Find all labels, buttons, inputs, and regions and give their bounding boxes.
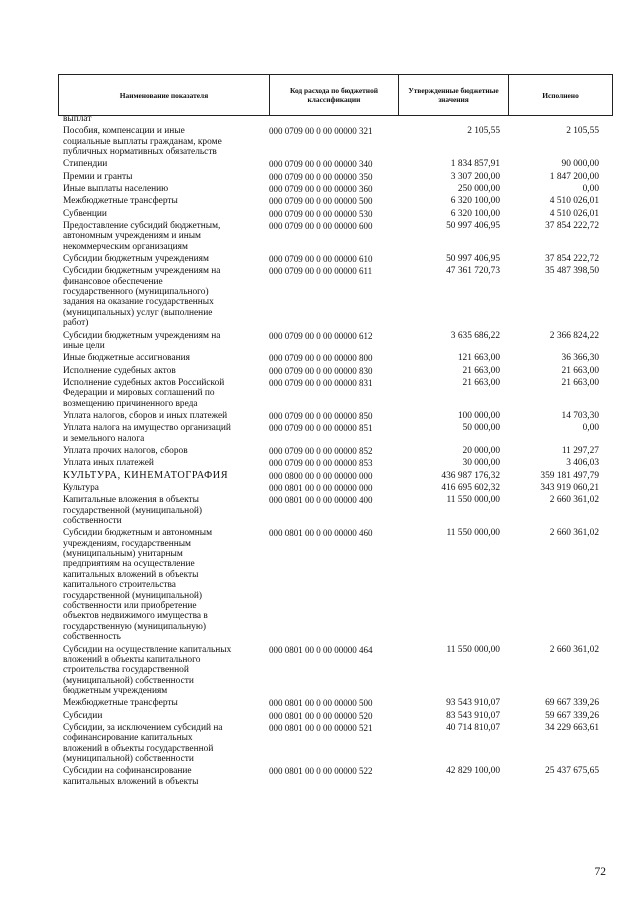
row-execution: 21 663,00 bbox=[561, 377, 599, 388]
row-execution: 35 487 398,50 bbox=[545, 266, 599, 277]
row-name: Уплата иных платежей bbox=[63, 458, 154, 469]
row-name: Исполнение судебных актов bbox=[63, 365, 176, 376]
row-execution: 2 105,55 bbox=[566, 126, 599, 137]
row-execution: 36 366,30 bbox=[561, 353, 599, 364]
row-code: 000 0709 00 0 00 00000 850 bbox=[269, 410, 373, 421]
row-name: Капитальные вложения в объекты государственной (муниципальной) собственности bbox=[63, 495, 203, 526]
row-approved: 436 987 176,32 bbox=[441, 470, 500, 481]
table-row bbox=[58, 711, 612, 723]
row-approved: 6 320 100,00 bbox=[450, 208, 500, 219]
row-execution: 343 919 060,21 bbox=[540, 482, 599, 493]
table-row bbox=[58, 331, 612, 354]
row-approved: 20 000,00 bbox=[462, 445, 500, 456]
row-code: 000 0709 00 0 00 00000 500 bbox=[269, 196, 373, 207]
row-code: 000 0801 00 0 00 00000 520 bbox=[269, 710, 373, 721]
table-row bbox=[58, 423, 612, 446]
row-execution: 1 847 200,00 bbox=[549, 171, 599, 182]
row-code: 000 0709 00 0 00 00000 800 bbox=[269, 353, 373, 364]
row-execution: 14 703,30 bbox=[561, 410, 599, 421]
row-execution: 4 510 026,01 bbox=[549, 208, 599, 219]
row-code: 000 0709 00 0 00 00000 830 bbox=[269, 365, 373, 376]
header-execution: Исполнено bbox=[509, 75, 613, 116]
row-code: 000 0801 00 0 00 00000 400 bbox=[269, 495, 373, 506]
row-approved: 50 997 406,95 bbox=[446, 220, 500, 231]
row-execution: 34 229 663,61 bbox=[545, 722, 599, 733]
table-row bbox=[58, 698, 612, 710]
row-name: выплат bbox=[63, 114, 92, 124]
row-approved: 11 550 000,00 bbox=[446, 528, 500, 539]
row-name: Премии и гранты bbox=[63, 171, 133, 182]
row-code: 000 0801 00 0 00 00000 521 bbox=[269, 722, 373, 733]
row-execution: 0,00 bbox=[582, 423, 599, 434]
row-approved: 416 695 602,32 bbox=[441, 482, 500, 493]
row-execution: 90 000,00 bbox=[561, 159, 599, 170]
table-row bbox=[58, 353, 612, 365]
table-row bbox=[58, 528, 612, 644]
row-execution: 0,00 bbox=[582, 183, 599, 194]
table-row bbox=[58, 458, 612, 470]
table-row bbox=[58, 159, 612, 171]
row-approved: 2 105,55 bbox=[467, 126, 500, 137]
row-execution: 4 510 026,01 bbox=[549, 196, 599, 207]
row-name: Субвенции bbox=[63, 208, 107, 219]
table-row bbox=[58, 446, 612, 458]
row-code: 000 0801 00 0 00 00000 522 bbox=[269, 766, 373, 777]
row-approved: 93 543 910,07 bbox=[446, 698, 500, 709]
table-row bbox=[58, 723, 612, 767]
row-code: 000 0709 00 0 00 00000 851 bbox=[269, 423, 373, 434]
row-approved: 50 997 406,95 bbox=[446, 253, 500, 264]
row-approved: 50 000,00 bbox=[462, 423, 500, 434]
row-execution: 69 667 339,26 bbox=[545, 698, 599, 709]
row-approved: 250 000,00 bbox=[457, 183, 500, 194]
row-code: 000 0709 00 0 00 00000 350 bbox=[269, 171, 373, 182]
row-code: 000 0709 00 0 00 00000 340 bbox=[269, 159, 373, 170]
row-code: 000 0709 00 0 00 00000 611 bbox=[269, 266, 373, 277]
row-approved: 21 663,00 bbox=[462, 365, 500, 376]
row-code: 000 0709 00 0 00 00000 360 bbox=[269, 183, 373, 194]
row-name: Иные бюджетные ассигнования bbox=[63, 353, 190, 364]
row-code: 000 0709 00 0 00 00000 600 bbox=[269, 220, 373, 231]
row-name: Субсидии bbox=[63, 710, 103, 721]
table-row bbox=[58, 254, 612, 266]
row-approved: 100 000,00 bbox=[457, 410, 500, 421]
row-name: Уплата налога на имущество организаций и земельного налога bbox=[63, 423, 231, 444]
table-row bbox=[58, 471, 612, 483]
row-code: 000 0709 00 0 00 00000 530 bbox=[269, 208, 373, 219]
row-name: Предоставление субсидий бюджетным, автономным учреждениям и иным некоммерческим организациям bbox=[63, 220, 221, 252]
row-name: КУЛЬТУРА, КИНЕМАТОГРАФИЯ bbox=[63, 469, 229, 481]
row-execution: 11 297,27 bbox=[561, 445, 599, 456]
row-approved: 83 543 910,07 bbox=[446, 710, 500, 721]
row-name: Уплата налогов, сборов и иных платежей bbox=[63, 410, 228, 421]
row-execution: 21 663,00 bbox=[561, 365, 599, 376]
table-header bbox=[58, 74, 613, 116]
header-name: Наименование показателя bbox=[59, 75, 270, 116]
row-execution: 59 667 339,26 bbox=[545, 710, 599, 721]
row-execution: 2 660 361,02 bbox=[549, 528, 599, 539]
row-name: Субсидии, за исключением субсидий на софинансирование капитальных вложений в объекты государственной (муниципальной) собственности bbox=[63, 722, 223, 765]
table-row bbox=[58, 483, 612, 495]
row-approved: 11 550 000,00 bbox=[446, 495, 500, 506]
row-name: Субсидии бюджетным и автономным учреждениям, государственным (муниципальным) унитарным предприятиям на осуществление капитальных вложений в объекты капитального строительства государственной (муниципальной) собственности или приобретение объектов недвижимого имущества в государственную (муниципальную) собственность bbox=[63, 528, 213, 643]
row-name: Субсидии на софинансирование капитальных вложений в объекты bbox=[63, 766, 199, 787]
header-code: Код расхода по бюджетной классификации bbox=[270, 75, 399, 116]
row-approved: 11 550 000,00 bbox=[446, 644, 500, 655]
table-row bbox=[58, 495, 612, 528]
table-row bbox=[58, 411, 612, 423]
row-execution: 37 854 222,72 bbox=[545, 220, 599, 231]
table-row bbox=[58, 196, 612, 208]
header-approved: Утвержденные бюджетные значения bbox=[399, 75, 509, 116]
row-execution: 2 366 824,22 bbox=[549, 330, 599, 341]
row-approved: 47 361 720,73 bbox=[446, 266, 500, 277]
row-code: 000 0801 00 0 00 00000 000 bbox=[269, 482, 373, 493]
row-code: 000 0709 00 0 00 00000 831 bbox=[269, 377, 373, 388]
row-name: Субсидии бюджетным учреждениям на финансовое обеспечение государственного (муниципального) задания на оказание государственных (муниципальных) услуг (выполнение работ) bbox=[63, 266, 221, 329]
table-row bbox=[58, 184, 612, 196]
row-code: 000 0709 00 0 00 00000 321 bbox=[269, 126, 373, 137]
row-name: Стипендии bbox=[63, 159, 108, 170]
row-approved: 42 829 100,00 bbox=[446, 766, 500, 777]
row-name: Субсидии на осуществление капитальных вложений в объекты капитального строительства государственной (муниципальной) собственности бюджетным учреждениям bbox=[63, 644, 232, 697]
row-execution: 359 181 497,79 bbox=[540, 470, 599, 481]
row-code: 000 0709 00 0 00 00000 853 bbox=[269, 458, 373, 469]
row-approved: 6 320 100,00 bbox=[450, 196, 500, 207]
table-row bbox=[58, 266, 612, 330]
row-name: Культура bbox=[63, 482, 99, 493]
row-name: Межбюджетные трансферты bbox=[63, 698, 178, 709]
table-row bbox=[58, 378, 612, 411]
table-row bbox=[58, 366, 612, 378]
row-approved: 121 663,00 bbox=[457, 353, 500, 364]
row-execution: 2 660 361,02 bbox=[549, 495, 599, 506]
row-approved: 40 714 810,07 bbox=[446, 722, 500, 733]
row-execution: 3 406,03 bbox=[566, 458, 599, 469]
table-row bbox=[58, 645, 612, 699]
row-execution: 37 854 222,72 bbox=[545, 253, 599, 264]
row-code: 000 0801 00 0 00 00000 500 bbox=[269, 698, 373, 709]
table-row bbox=[58, 114, 612, 126]
row-name: Пособия, компенсации и иные социальные выплаты гражданам, кроме публичных нормативных обязательств bbox=[63, 126, 222, 158]
row-name: Уплата прочих налогов, сборов bbox=[63, 445, 188, 456]
row-code: 000 0800 00 0 00 00000 000 bbox=[269, 470, 373, 481]
row-approved: 3 635 686,22 bbox=[450, 330, 500, 341]
page-number: 72 bbox=[594, 866, 606, 878]
table-row bbox=[58, 126, 612, 159]
table-row bbox=[58, 172, 612, 184]
table-row bbox=[58, 221, 612, 254]
table-row bbox=[58, 209, 612, 221]
row-name: Межбюджетные трансферты bbox=[63, 196, 178, 207]
row-code: 000 0709 00 0 00 00000 852 bbox=[269, 445, 373, 456]
row-code: 000 0709 00 0 00 00000 612 bbox=[269, 330, 373, 341]
row-code: 000 0801 00 0 00 00000 464 bbox=[269, 644, 373, 655]
row-execution: 25 437 675,65 bbox=[545, 766, 599, 777]
row-name: Субсидии бюджетным учреждениям на иные цели bbox=[63, 330, 221, 351]
row-approved: 1 834 857,91 bbox=[450, 159, 500, 170]
table-row bbox=[58, 766, 612, 789]
table-body bbox=[58, 114, 612, 789]
row-name: Иные выплаты населению bbox=[63, 183, 169, 194]
row-execution: 2 660 361,02 bbox=[549, 644, 599, 655]
row-code: 000 0801 00 0 00 00000 460 bbox=[269, 528, 373, 539]
row-code: 000 0709 00 0 00 00000 610 bbox=[269, 253, 373, 264]
row-approved: 21 663,00 bbox=[462, 377, 500, 388]
row-name: Субсидии бюджетным учреждениям bbox=[63, 253, 209, 264]
row-approved: 3 307 200,00 bbox=[450, 171, 500, 182]
row-name: Исполнение судебных актов Российской Федерации и мировых соглашений по возмещению причиненного вреда bbox=[63, 377, 225, 409]
row-approved: 30 000,00 bbox=[462, 458, 500, 469]
